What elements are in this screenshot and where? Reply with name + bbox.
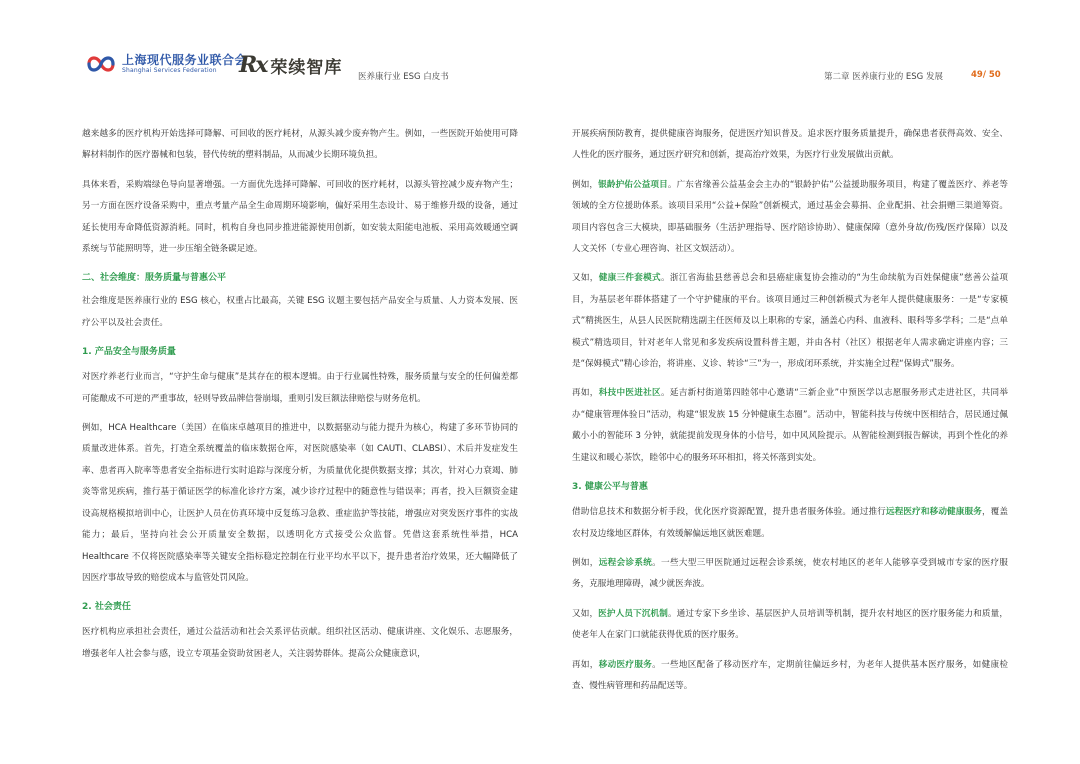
highlight-term: 科技中医进社区 bbox=[598, 388, 661, 399]
paragraph: 例如，银龄护佑公益项目。广东省缘善公益基金会主办的“银龄护佑”公益援助服务项目，构建了覆盖医疗、养老等领域的全方位援助体系。该项目采用“公益+保险”创新模式，通过基金会募捐、企业配捐、社会捐赠三渠道筹资。项目内容包含三大模块，即基础服务（生活护理指导、医疗陪诊协助）、健康保障（意外身故/伤残/医疗保障）以及人文关怀（专业心理咨询、社区文娱活动）。 bbox=[572, 179, 1008, 255]
paragraph: 医疗机构应承担社会责任，通过公益活动和社会关系评估贡献。组织社区活动、健康讲座、文化娱乐、志愿服务，增强老年人社会参与感，设立专项基金资助贫困老人，关注弱势群体。提高公众健康意识， bbox=[82, 627, 518, 659]
org-name-cn: 上海现代服务业联合会 bbox=[122, 53, 248, 67]
paragraph: 开展疾病预防教育，提供健康咨询服务，促进医疗知识普及。追求医疗服务质量提升，确保患者获得高效、安全、人性化的医疗服务，通过医疗研究和创新，提高治疗效果，为医疗行业发展做出贡献。 bbox=[572, 129, 1008, 161]
page-number: 49/ 50 bbox=[971, 70, 1001, 80]
highlight-term: 银龄护佑公益项目 bbox=[598, 179, 668, 190]
left-column bbox=[82, 124, 518, 673]
paragraph: 越来越多的医疗机构开始选择可降解、可回收的医疗耗材，从源头减少废弃物产生。例如，一些医院开始使用可降解材料制作的医疗器械和包装，替代传统的塑料制品，从而减少长期环境负担。 bbox=[82, 129, 518, 161]
subsection-heading: 2. 社会责任 bbox=[82, 602, 131, 613]
subsection-heading: 3. 健康公平与普惠 bbox=[572, 482, 648, 493]
paragraph: 对医疗养老行业而言，“守护生命与健康”是其存在的根本逻辑。由于行业属性特殊，服务质量与安全的任何偏差都可能酿成不可逆的严重事故，轻则导致品牌信誉崩塌，重则引发巨额法律赔偿与财务危机。 bbox=[82, 372, 518, 404]
brand-name: 荣续智库 bbox=[270, 57, 343, 78]
chapter-title: 第二章 医养康行业的 ESG 发展 bbox=[824, 72, 943, 82]
paragraph: 借助信息技术和数据分析手段，优化医疗资源配置，提升患者服务体验。通过推行远程医疗和移动健康服务，覆盖农村及边缘地区群体，有效缓解偏远地区就医难题。 bbox=[572, 507, 1008, 539]
section-heading: 二、社会维度：服务质量与普惠公平 bbox=[82, 273, 227, 284]
paragraph: 又如，医护人员下沉机制。通过专家下乡坐诊、基层医护人员培训等机制，提升农村地区的医疗服务能力和质量，使老年人在家门口就能获得优质的医疗服务。 bbox=[572, 608, 1008, 641]
paragraph: 例如，HCA Healthcare（美国）在临床卓越项目的推进中，以数据驱动与能力提升为核心，构建了多环节协同的质量改进体系。首先，打造全系统覆盖的临床数据仓库，对医院感染率（如 CAUTI、CLABSI）、术后并发症发生率、患者再入院率等患者安全指标进行实时追踪与深度分析，为质量优化提供数据支撑；其次，针对心力衰竭、肺炎等常见疾病，推行基于循证医学的标准化诊疗方案，减少诊疗过程中的随意性与错误率；再者，投入巨额资金建设高规格模拟培训中心，让医护人员在仿真环境中反复练习急救、重症监护等技能，增强应对突发医疗事件的实战能力；最后，坚持向社会公开质量安全数据，以透明化方式接受公众监督。凭借这套系统性举措，HCA Healthcare 不仅将医院感染率等关键安全指标稳定控制在行业平均水平以下，提升患者治疗效果，还大幅降低了因医疗事故导致的赔偿成本与监管处罚风险。 bbox=[82, 423, 518, 583]
brand-logo bbox=[239, 52, 342, 78]
paragraph: 再如，移动医疗服务。一些地区配备了移动医疗车，定期前往偏远乡村，为老年人提供基本医疗服务，如健康检查、慢性病管理和药品配送等。 bbox=[572, 659, 1008, 691]
page-header bbox=[0, 0, 1080, 100]
rx-logo-icon: Rx bbox=[239, 52, 267, 78]
paragraph: 例如，远程会诊系统。一些大型三甲医院通过远程会诊系统，使农村地区的老年人能够享受到城市专家的医疗服务，克服地理障碍，减少就医奔波。 bbox=[572, 557, 1008, 590]
paragraph: 社会维度是医养康行业的 ESG 核心，权重占比最高，关键 ESG 议题主要包括产品安全与质量、人力资本发展、医疗公平以及社会责任。 bbox=[82, 296, 518, 328]
highlight-term: 远程医疗和移动健康服务 bbox=[885, 507, 982, 518]
paragraph: 再如，科技中医进社区。延吉新村街道第四睦邻中心邀请“三新企业”中预医学以志愿服务形式走进社区，共同举办“健康管理体验日”活动，构建“银发族 15 分钟健康生态圈”。活动中，智能科技与传统中医相结合，居民通过佩戴小小的智能环 3 分钟，就能提前发现身体的小信号，如中风风险提示。从智能检测到报告解读，再到个性化的养生建议和暖心茶饮，睦邻中心的服务环环相扣，将关怀落到实处。 bbox=[572, 388, 1008, 463]
org-logo-icon bbox=[86, 52, 116, 76]
highlight-term: 健康三件套模式 bbox=[598, 273, 661, 284]
org-logo bbox=[86, 52, 247, 76]
doc-title: 医养康行业 ESG 白皮书 bbox=[358, 72, 449, 82]
paragraph: 具体来看，采购端绿色导向显著增强。一方面优先选择可降解、可回收的医疗耗材，以源头管控减少废弃物产生；另一方面在医疗设备采购中，重点考量产品全生命周期环境影响，偏好采用生态设计、易于维修升级的设备，通过延长使用寿命降低资源消耗。同时，机构自身也同步推进能源使用创新，如安装太阳能电池板、采用高效暖通空调系统与节能照明等，进一步压缩全链条碳足迹。 bbox=[82, 179, 518, 255]
highlight-term: 移动医疗服务 bbox=[598, 659, 653, 670]
right-column bbox=[572, 124, 1008, 705]
paragraph: 又如，健康三件套模式。浙江省海盐县慈善总会和县癌症康复协会推动的“为生命续航为百姓保健康”慈善公益项目，为基层老年群体搭建了一个守护健康的平台。该项目通过三种创新模式为老年人提供健康服务：一是“专家模式”精挑医生，从县人民医院精选副主任医师及以上职称的专家，涵盖心内科、血液科、眼科等多学科；二是“点单模式”精选项目，针对老年人常见和多发疾病设置科普主题，并由各村（社区）根据老年人需求确定讲座内容；三是“保姆模式”精心诊治，将讲座、义诊、转诊“三”为一，形成闭环系统，并实施全过程“保姆式”服务。 bbox=[572, 273, 1008, 370]
org-name-en: Shanghai Services Federation bbox=[122, 67, 217, 74]
highlight-term: 医护人员下沉机制 bbox=[598, 608, 668, 619]
highlight-term: 远程会诊系统 bbox=[598, 557, 653, 568]
subsection-heading: 1. 产品安全与服务质量 bbox=[82, 347, 176, 358]
